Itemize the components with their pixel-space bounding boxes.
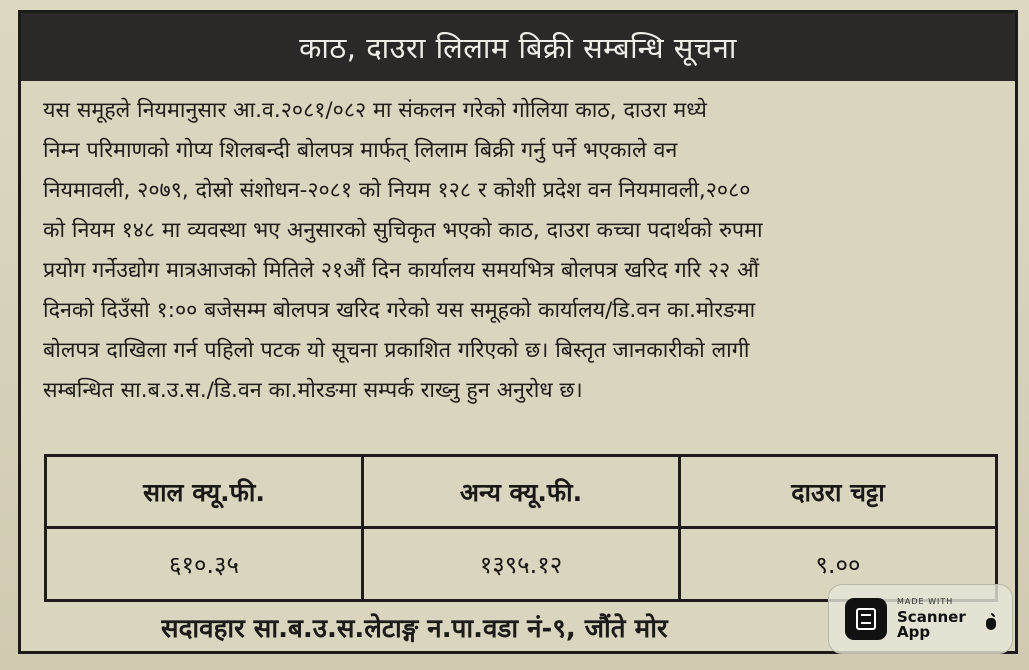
body-line-8: सम्बन्धित सा.ब.उ.स./डि.वन का.मोरङमा सम्पर्क राख्नु हुन अनुरोध छ। (43, 378, 583, 403)
apple-icon (986, 618, 996, 630)
quantity-table (44, 454, 998, 602)
body-line-6: दिनको दिउँसो १:०० बजेसम्म बोलपत्र खरिद गरेको यस समूहको कार्यालय/डि.वन का.मोरङमा (43, 298, 756, 323)
value-other-cubic-feet: १३९५.१२ (364, 529, 681, 599)
notice-footer: सदावहार सा.ब.उ.स.लेटाङ्ग न.पा.वडा नं-९, जौंते मोर (161, 614, 668, 644)
value-sal-cubic-feet: ६१०.३५ (47, 529, 364, 599)
body-line-5: प्रयोग गर्नेउद्योग मात्रआजको मितिले २१औं दिन कार्यालय समयभित्र बोलपत्र खरिद गरि २२ औं (43, 258, 760, 283)
header-firewood-stack: दाउरा चट्टा (681, 457, 995, 529)
header-other-cubic-feet: अन्य क्यू.फी. (364, 457, 681, 529)
badge-text (897, 598, 966, 640)
notice-frame (18, 10, 1018, 654)
app-label: App (897, 623, 931, 641)
body-line-4: को नियम १४८ मा व्यवस्था भए अनुसारको सुचिकृत भएको काठ, दाउरा कच्चा पदार्थको रुपमा (43, 218, 763, 243)
scanner-logo-icon (845, 598, 887, 640)
scanner-app-badge (828, 584, 1013, 654)
body-line-2: निम्न परिमाणको गोप्य शिलबन्दी बोलपत्र मार्फत् लिलाम बिक्री गर्नु पर्ने भएकाले वन (43, 138, 678, 163)
notice-title: काठ, दाउरा लिलाम बिक्री सम्बन्धि सूचना (299, 30, 737, 65)
title-bar (21, 13, 1015, 81)
value-firewood-stack: ९.०० (815, 550, 861, 579)
made-with-label: MADE WITH (897, 597, 954, 606)
body-line-7: बोलपत्र दाखिला गर्न पहिलो पटक यो सूचना प्रकाशित गरिएको छ। बिस्तृत जानकारीको लागी (43, 338, 750, 363)
header-sal-cubic-feet: साल क्यू.फी. (47, 457, 364, 529)
scanner-label: Scanner (897, 608, 966, 626)
body-line-1: यस समूहले नियमानुसार आ.व.२०८१/०८२ मा संकलन गरेको गोलिया काठ, दाउरा मध्ये (43, 98, 707, 123)
notice-body (43, 91, 997, 411)
body-line-3: नियमावली, २०७९, दोस्रो संशोधन-२०८१ को नियम १२८ र कोशी प्रदेश वन नियमावली,२०८० (43, 178, 751, 203)
